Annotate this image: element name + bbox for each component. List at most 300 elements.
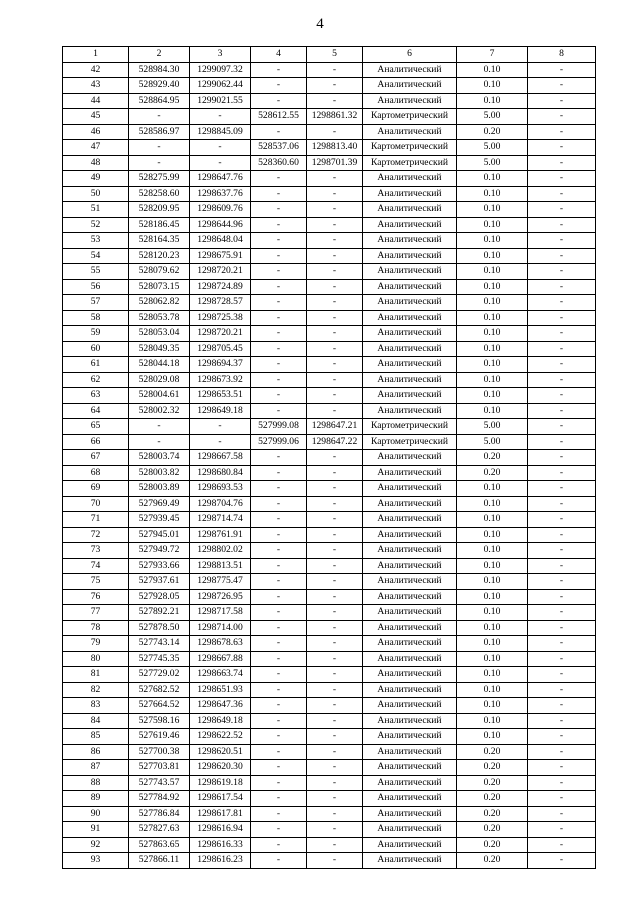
table-cell: 528062.82 [129, 295, 190, 311]
table-cell: - [528, 636, 596, 652]
table-cell: - [307, 357, 363, 373]
table-cell: 528984.30 [129, 62, 190, 78]
table-cell: - [528, 357, 596, 373]
table-cell: - [528, 419, 596, 435]
table-cell: - [251, 527, 307, 543]
table-cell: - [528, 403, 596, 419]
table-cell: - [190, 434, 251, 450]
table-cell: 66 [63, 434, 129, 450]
table-cell: 528003.82 [129, 465, 190, 481]
table-cell: 52 [63, 217, 129, 233]
table-cell: 0.10 [457, 481, 528, 497]
table-cell: - [307, 744, 363, 760]
table-cell: Аналитический [363, 388, 457, 404]
table-cell: - [528, 775, 596, 791]
table-cell: - [251, 341, 307, 357]
table-cell: 49 [63, 171, 129, 187]
table-cell: 0.10 [457, 729, 528, 745]
table-cell: - [307, 636, 363, 652]
table-cell: 70 [63, 496, 129, 512]
table-row [63, 202, 596, 218]
table-row [63, 326, 596, 342]
table-cell: Аналитический [363, 574, 457, 590]
table-cell: 84 [63, 713, 129, 729]
table-cell: - [528, 822, 596, 838]
table-cell: - [528, 140, 596, 156]
table-row [63, 527, 596, 543]
table-cell: - [307, 605, 363, 621]
table-cell: 42 [63, 62, 129, 78]
table-cell: - [528, 388, 596, 404]
table-cell: Картометрический [363, 109, 457, 125]
table-cell: 0.10 [457, 78, 528, 94]
table-cell: 1298667.58 [190, 450, 251, 466]
column-header: 6 [363, 47, 457, 63]
table-cell: - [307, 450, 363, 466]
table-cell: Аналитический [363, 636, 457, 652]
table-row [63, 248, 596, 264]
table-row [63, 713, 596, 729]
table-cell: 46 [63, 124, 129, 140]
table-cell: 51 [63, 202, 129, 218]
table-cell: 527892.21 [129, 605, 190, 621]
table-row [63, 140, 596, 156]
table-cell: 1298725.38 [190, 310, 251, 326]
table-cell: - [251, 574, 307, 590]
table-cell: 0.10 [457, 62, 528, 78]
table-cell: - [307, 217, 363, 233]
table-cell: 1298649.18 [190, 713, 251, 729]
table-cell: - [251, 682, 307, 698]
column-header: 3 [190, 47, 251, 63]
table-cell: 1298728.57 [190, 295, 251, 311]
table-cell: - [307, 527, 363, 543]
table-row [63, 496, 596, 512]
table-cell: 61 [63, 357, 129, 373]
table-cell: - [528, 109, 596, 125]
table-cell: - [528, 698, 596, 714]
table-cell: 87 [63, 760, 129, 776]
table-row [63, 279, 596, 295]
table-cell: - [528, 93, 596, 109]
table-cell: 1299021.55 [190, 93, 251, 109]
table-cell: - [307, 775, 363, 791]
table-cell: Аналитический [363, 744, 457, 760]
table-cell: 1298694.37 [190, 357, 251, 373]
table-cell: 5.00 [457, 419, 528, 435]
coordinates-table [62, 46, 596, 869]
table-row [63, 667, 596, 683]
table-cell: Картометрический [363, 140, 457, 156]
table-cell: 54 [63, 248, 129, 264]
table-cell: - [307, 372, 363, 388]
table-cell: - [129, 434, 190, 450]
table-cell: 528275.99 [129, 171, 190, 187]
table-cell: 527729.02 [129, 667, 190, 683]
table-cell: - [307, 589, 363, 605]
table-cell: 80 [63, 651, 129, 667]
table-cell: 0.20 [457, 853, 528, 869]
table-cell: - [251, 248, 307, 264]
table-cell: 528258.60 [129, 186, 190, 202]
table-cell: - [307, 341, 363, 357]
table-cell: 527939.45 [129, 512, 190, 528]
table-cell: 0.10 [457, 295, 528, 311]
table-cell: 1298775.47 [190, 574, 251, 590]
table-cell: - [307, 279, 363, 295]
table-cell: 58 [63, 310, 129, 326]
table-cell: 528120.23 [129, 248, 190, 264]
table-cell: - [129, 419, 190, 435]
table-cell: - [251, 217, 307, 233]
table-cell: 528004.61 [129, 388, 190, 404]
table-cell: 0.10 [457, 698, 528, 714]
table-cell: Аналитический [363, 713, 457, 729]
table-cell: - [307, 729, 363, 745]
table-cell: 0.10 [457, 651, 528, 667]
table-cell: - [307, 698, 363, 714]
page-number: 4 [316, 16, 324, 32]
table-cell: 527784.92 [129, 791, 190, 807]
table-cell: - [251, 636, 307, 652]
table-cell: 528612.55 [251, 109, 307, 125]
table-cell: - [528, 341, 596, 357]
table-row [63, 419, 596, 435]
table-cell: 527928.05 [129, 589, 190, 605]
table-cell: 74 [63, 558, 129, 574]
table-cell: 0.10 [457, 372, 528, 388]
table-row [63, 109, 596, 125]
table-cell: 0.10 [457, 558, 528, 574]
table-cell: 1298647.36 [190, 698, 251, 714]
table-cell: - [528, 481, 596, 497]
table-cell: - [251, 729, 307, 745]
table-cell: - [251, 279, 307, 295]
table-cell: 528003.89 [129, 481, 190, 497]
table-cell: - [307, 512, 363, 528]
table-cell: 1298673.92 [190, 372, 251, 388]
table-cell: - [251, 791, 307, 807]
table-cell: 528360.60 [251, 155, 307, 171]
table-cell: Аналитический [363, 651, 457, 667]
table-cell: Аналитический [363, 682, 457, 698]
table-cell: 0.20 [457, 822, 528, 838]
table-cell: - [528, 155, 596, 171]
table-cell: 527786.84 [129, 806, 190, 822]
table-cell: - [307, 78, 363, 94]
table-cell: - [251, 481, 307, 497]
table-row [63, 388, 596, 404]
table-cell: 1298653.51 [190, 388, 251, 404]
table-cell: - [307, 481, 363, 497]
table-cell: 1298647.76 [190, 171, 251, 187]
table-cell: 71 [63, 512, 129, 528]
table-cell: Аналитический [363, 527, 457, 543]
table-cell: Аналитический [363, 171, 457, 187]
table-cell: - [528, 434, 596, 450]
table-cell: Аналитический [363, 543, 457, 559]
table-cell: - [251, 605, 307, 621]
table-cell: 0.20 [457, 775, 528, 791]
table-cell: 79 [63, 636, 129, 652]
table-cell: Аналитический [363, 465, 457, 481]
table-cell: - [307, 837, 363, 853]
table-cell: 0.10 [457, 512, 528, 528]
table-cell: - [528, 264, 596, 280]
table-cell: 67 [63, 450, 129, 466]
table-cell: 92 [63, 837, 129, 853]
table-cell: - [251, 620, 307, 636]
table-cell: - [251, 233, 307, 249]
table-cell: Аналитический [363, 403, 457, 419]
table-cell: - [251, 326, 307, 342]
table-cell: 528929.40 [129, 78, 190, 94]
header-row [63, 47, 596, 63]
table-cell: - [251, 543, 307, 559]
table-cell: 527743.14 [129, 636, 190, 652]
table-cell: 0.10 [457, 341, 528, 357]
table-cell: Аналитический [363, 450, 457, 466]
table-row [63, 837, 596, 853]
table-row [63, 78, 596, 94]
table-cell: 77 [63, 605, 129, 621]
table-cell: 528537.06 [251, 140, 307, 156]
column-header: 7 [457, 47, 528, 63]
table-cell: 0.10 [457, 667, 528, 683]
table-cell: 1298678.63 [190, 636, 251, 652]
table-cell: - [528, 589, 596, 605]
table-cell: - [528, 543, 596, 559]
table-row [63, 574, 596, 590]
table-cell: 0.10 [457, 574, 528, 590]
table-cell: - [528, 326, 596, 342]
table-cell: 527878.50 [129, 620, 190, 636]
table-cell: Аналитический [363, 620, 457, 636]
column-header: 2 [129, 47, 190, 63]
table-cell: Аналитический [363, 853, 457, 869]
table-cell: 0.10 [457, 636, 528, 652]
table-cell: - [251, 698, 307, 714]
table-cell: - [528, 574, 596, 590]
table-cell: 47 [63, 140, 129, 156]
table-cell: 1298647.21 [307, 419, 363, 435]
table-row [63, 93, 596, 109]
table-cell: - [307, 202, 363, 218]
table-cell: 1298761.91 [190, 527, 251, 543]
table-row [63, 403, 596, 419]
table-row [63, 465, 596, 481]
table-cell: - [251, 62, 307, 78]
table-cell: 0.10 [457, 233, 528, 249]
table-cell: Аналитический [363, 295, 457, 311]
table-cell: Аналитический [363, 698, 457, 714]
table-cell: 0.10 [457, 357, 528, 373]
table-cell: 68 [63, 465, 129, 481]
table-cell: 1298813.40 [307, 140, 363, 156]
table-cell: 0.20 [457, 760, 528, 776]
table-cell: - [307, 310, 363, 326]
table-cell: 83 [63, 698, 129, 714]
table-cell: 90 [63, 806, 129, 822]
table-cell: - [528, 295, 596, 311]
table-cell: 527969.49 [129, 496, 190, 512]
table-cell: - [528, 558, 596, 574]
table-cell: - [307, 574, 363, 590]
table-cell: 65 [63, 419, 129, 435]
table-row [63, 434, 596, 450]
table-cell: 1298701.39 [307, 155, 363, 171]
table-cell: - [307, 496, 363, 512]
table-cell: 0.10 [457, 403, 528, 419]
table-cell: Аналитический [363, 326, 457, 342]
table-cell: 44 [63, 93, 129, 109]
table-cell: 1298648.04 [190, 233, 251, 249]
table-cell: 0.20 [457, 837, 528, 853]
table-cell: - [307, 806, 363, 822]
table-cell: 1298724.89 [190, 279, 251, 295]
table-cell: 0.10 [457, 202, 528, 218]
table-cell: - [307, 326, 363, 342]
table-row [63, 589, 596, 605]
table-cell: 0.20 [457, 465, 528, 481]
table-cell: 527945.01 [129, 527, 190, 543]
table-row [63, 806, 596, 822]
table-cell: - [528, 620, 596, 636]
table-cell: 1298649.18 [190, 403, 251, 419]
table-cell: 528002.32 [129, 403, 190, 419]
table-cell: 53 [63, 233, 129, 249]
table-cell: - [251, 310, 307, 326]
table-cell: 0.10 [457, 527, 528, 543]
table-cell: - [251, 171, 307, 187]
table-cell: - [129, 155, 190, 171]
table-row [63, 512, 596, 528]
table-cell: 527933.66 [129, 558, 190, 574]
table-cell: - [190, 109, 251, 125]
table-cell: Картометрический [363, 419, 457, 435]
table-cell: 1298667.88 [190, 651, 251, 667]
table-cell: 1298714.74 [190, 512, 251, 528]
table-row [63, 217, 596, 233]
table-cell: 528073.15 [129, 279, 190, 295]
table-cell: 69 [63, 481, 129, 497]
table-cell: 57 [63, 295, 129, 311]
table-cell: 1298620.30 [190, 760, 251, 776]
table-cell: - [307, 124, 363, 140]
table-cell: 1299062.44 [190, 78, 251, 94]
table-row [63, 310, 596, 326]
table-header [63, 47, 596, 63]
table-cell: - [528, 791, 596, 807]
table-cell: - [307, 682, 363, 698]
table-cell: 48 [63, 155, 129, 171]
table-cell: 1298802.02 [190, 543, 251, 559]
table-cell: Аналитический [363, 822, 457, 838]
table-row [63, 822, 596, 838]
table-cell: Аналитический [363, 233, 457, 249]
table-cell: 93 [63, 853, 129, 869]
table-cell: 1298647.22 [307, 434, 363, 450]
table-cell: 527743.57 [129, 775, 190, 791]
table-cell: Аналитический [363, 512, 457, 528]
table-cell: 5.00 [457, 155, 528, 171]
table-cell: - [307, 651, 363, 667]
table-cell: 528029.08 [129, 372, 190, 388]
table-cell: - [251, 806, 307, 822]
table-cell: Аналитический [363, 760, 457, 776]
table-cell: - [129, 109, 190, 125]
table-cell: 73 [63, 543, 129, 559]
table-cell: 0.20 [457, 791, 528, 807]
table-cell: 0.10 [457, 605, 528, 621]
table-cell: 1298726.95 [190, 589, 251, 605]
table-row [63, 124, 596, 140]
table-cell: Аналитический [363, 372, 457, 388]
table-cell: - [528, 186, 596, 202]
column-header: 4 [251, 47, 307, 63]
table-cell: 0.10 [457, 620, 528, 636]
table-cell: - [307, 620, 363, 636]
table-cell: 528003.74 [129, 450, 190, 466]
table-cell: - [528, 78, 596, 94]
table-row [63, 651, 596, 667]
table-cell: - [190, 140, 251, 156]
table-cell: - [528, 806, 596, 822]
table-cell: 43 [63, 78, 129, 94]
table-cell: 0.20 [457, 124, 528, 140]
table-cell: 527827.63 [129, 822, 190, 838]
table-cell: - [528, 713, 596, 729]
table-cell: - [307, 233, 363, 249]
table-cell: - [528, 729, 596, 745]
table-row [63, 186, 596, 202]
table-cell: - [251, 295, 307, 311]
table-cell: Аналитический [363, 78, 457, 94]
table-row [63, 481, 596, 497]
table-cell: - [190, 155, 251, 171]
table-cell: 528209.95 [129, 202, 190, 218]
table-cell: - [528, 372, 596, 388]
table-cell: - [251, 853, 307, 869]
table-row [63, 620, 596, 636]
table-cell: - [251, 450, 307, 466]
table-cell: - [528, 465, 596, 481]
table-cell: 1299097.32 [190, 62, 251, 78]
table-cell: 0.20 [457, 450, 528, 466]
table-cell: 75 [63, 574, 129, 590]
table-cell: 1298616.23 [190, 853, 251, 869]
table-cell: - [251, 372, 307, 388]
table-cell: - [307, 822, 363, 838]
table-cell: 528864.95 [129, 93, 190, 109]
table-cell: Аналитический [363, 481, 457, 497]
table-cell: Аналитический [363, 279, 457, 295]
table-cell: - [307, 853, 363, 869]
table-cell: 527703.81 [129, 760, 190, 776]
table-cell: Аналитический [363, 791, 457, 807]
table-cell: 0.10 [457, 326, 528, 342]
table-cell: Аналитический [363, 124, 457, 140]
table-cell: 1298663.74 [190, 667, 251, 683]
table-cell: 527745.35 [129, 651, 190, 667]
table-cell: 1298717.58 [190, 605, 251, 621]
table-cell: 64 [63, 403, 129, 419]
table-cell: 0.10 [457, 248, 528, 264]
table-cell: 1298720.21 [190, 326, 251, 342]
table-cell: - [307, 186, 363, 202]
table-cell: - [307, 388, 363, 404]
table-row [63, 605, 596, 621]
